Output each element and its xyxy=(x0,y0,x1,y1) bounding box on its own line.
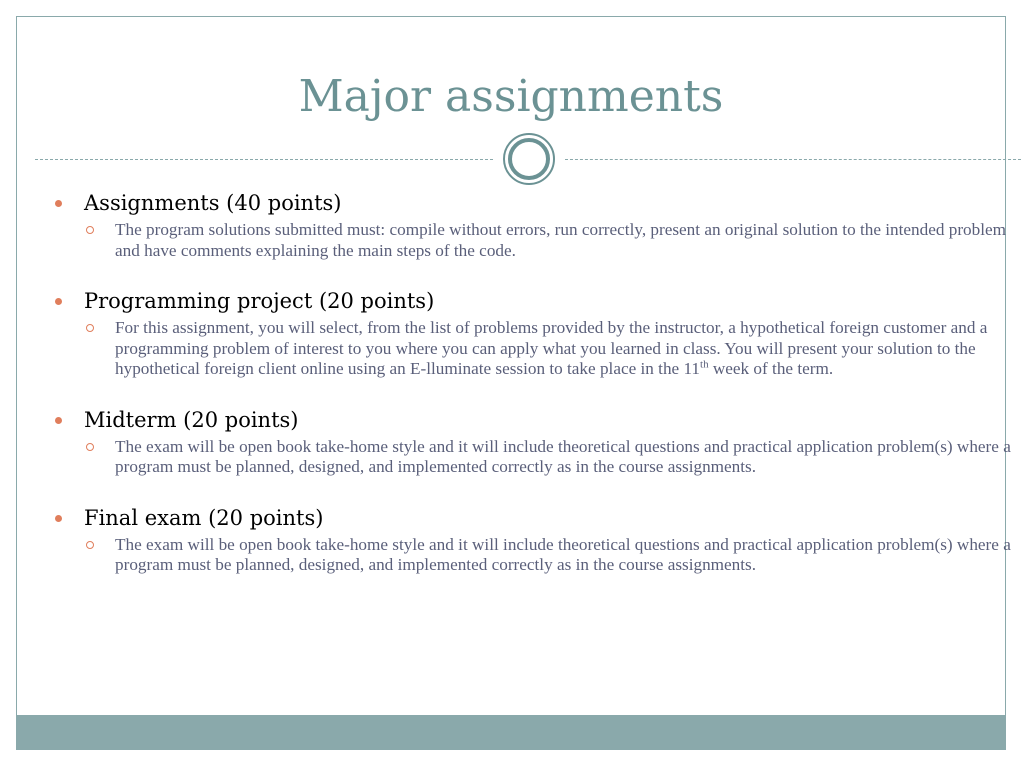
list-item-midterm xyxy=(55,406,1015,478)
slide-title: Major assignments xyxy=(298,71,724,122)
bullet-dot-icon xyxy=(55,417,62,424)
item-heading: Final exam (20 points) xyxy=(84,505,324,530)
item-heading: Assignments (40 points) xyxy=(84,191,342,215)
sub-item xyxy=(84,318,1015,380)
bullet-ring-icon xyxy=(86,443,94,451)
list-item-final-exam xyxy=(55,504,1015,576)
bullet-list xyxy=(55,189,1015,602)
item-detail: The exam will be open book take-home style and it will include theoretical questions and practical application problem(s) where a program must be planned, designed, and implemented correctly as in the course assignments. xyxy=(115,534,1011,574)
sub-item xyxy=(84,437,1015,478)
circle-ornament-icon xyxy=(503,133,555,185)
list-item-assignments xyxy=(55,189,1015,261)
bullet-ring-icon xyxy=(86,324,94,332)
slide-frame xyxy=(16,16,1011,750)
bullet-ring-icon xyxy=(86,226,94,234)
item-detail xyxy=(115,318,1015,380)
sub-item xyxy=(84,220,1015,261)
bullet-dot-icon xyxy=(55,298,62,305)
item-detail: The exam will be open book take-home style and it will include theoretical questions and practical application problem(s) where a program must be planned, designed, and implemented correctly as in the course assignments. xyxy=(115,436,1011,476)
bullet-ring-icon xyxy=(86,541,94,549)
item-heading: Programming project (20 points) xyxy=(84,289,435,313)
title-divider-right xyxy=(565,159,1021,160)
list-item-programming-project xyxy=(55,287,1015,380)
item-heading: Midterm (20 points) xyxy=(84,407,299,432)
title-divider-left xyxy=(35,159,493,160)
item-detail-text-end: week of the term. xyxy=(708,359,834,378)
item-detail: The program solutions submitted must: compile without errors, run correctly, present an original solution to the intended problem and have comments explaining the main steps of the code. xyxy=(115,220,1007,260)
sub-item xyxy=(84,535,1015,576)
ordinal-suffix: th xyxy=(700,358,709,371)
footer-bar xyxy=(16,715,1006,750)
bullet-dot-icon xyxy=(55,515,62,522)
bullet-dot-icon xyxy=(55,200,62,207)
item-detail-text: For this assignment, you will select, from the list of problems provided by the instructor, a hypothetical foreign customer and a programming problem of interest to you where you can apply what you learned in class. You will present your solution to the hypothetical foreign client online using an E-lluminate session to take place in the 11 xyxy=(115,318,988,378)
